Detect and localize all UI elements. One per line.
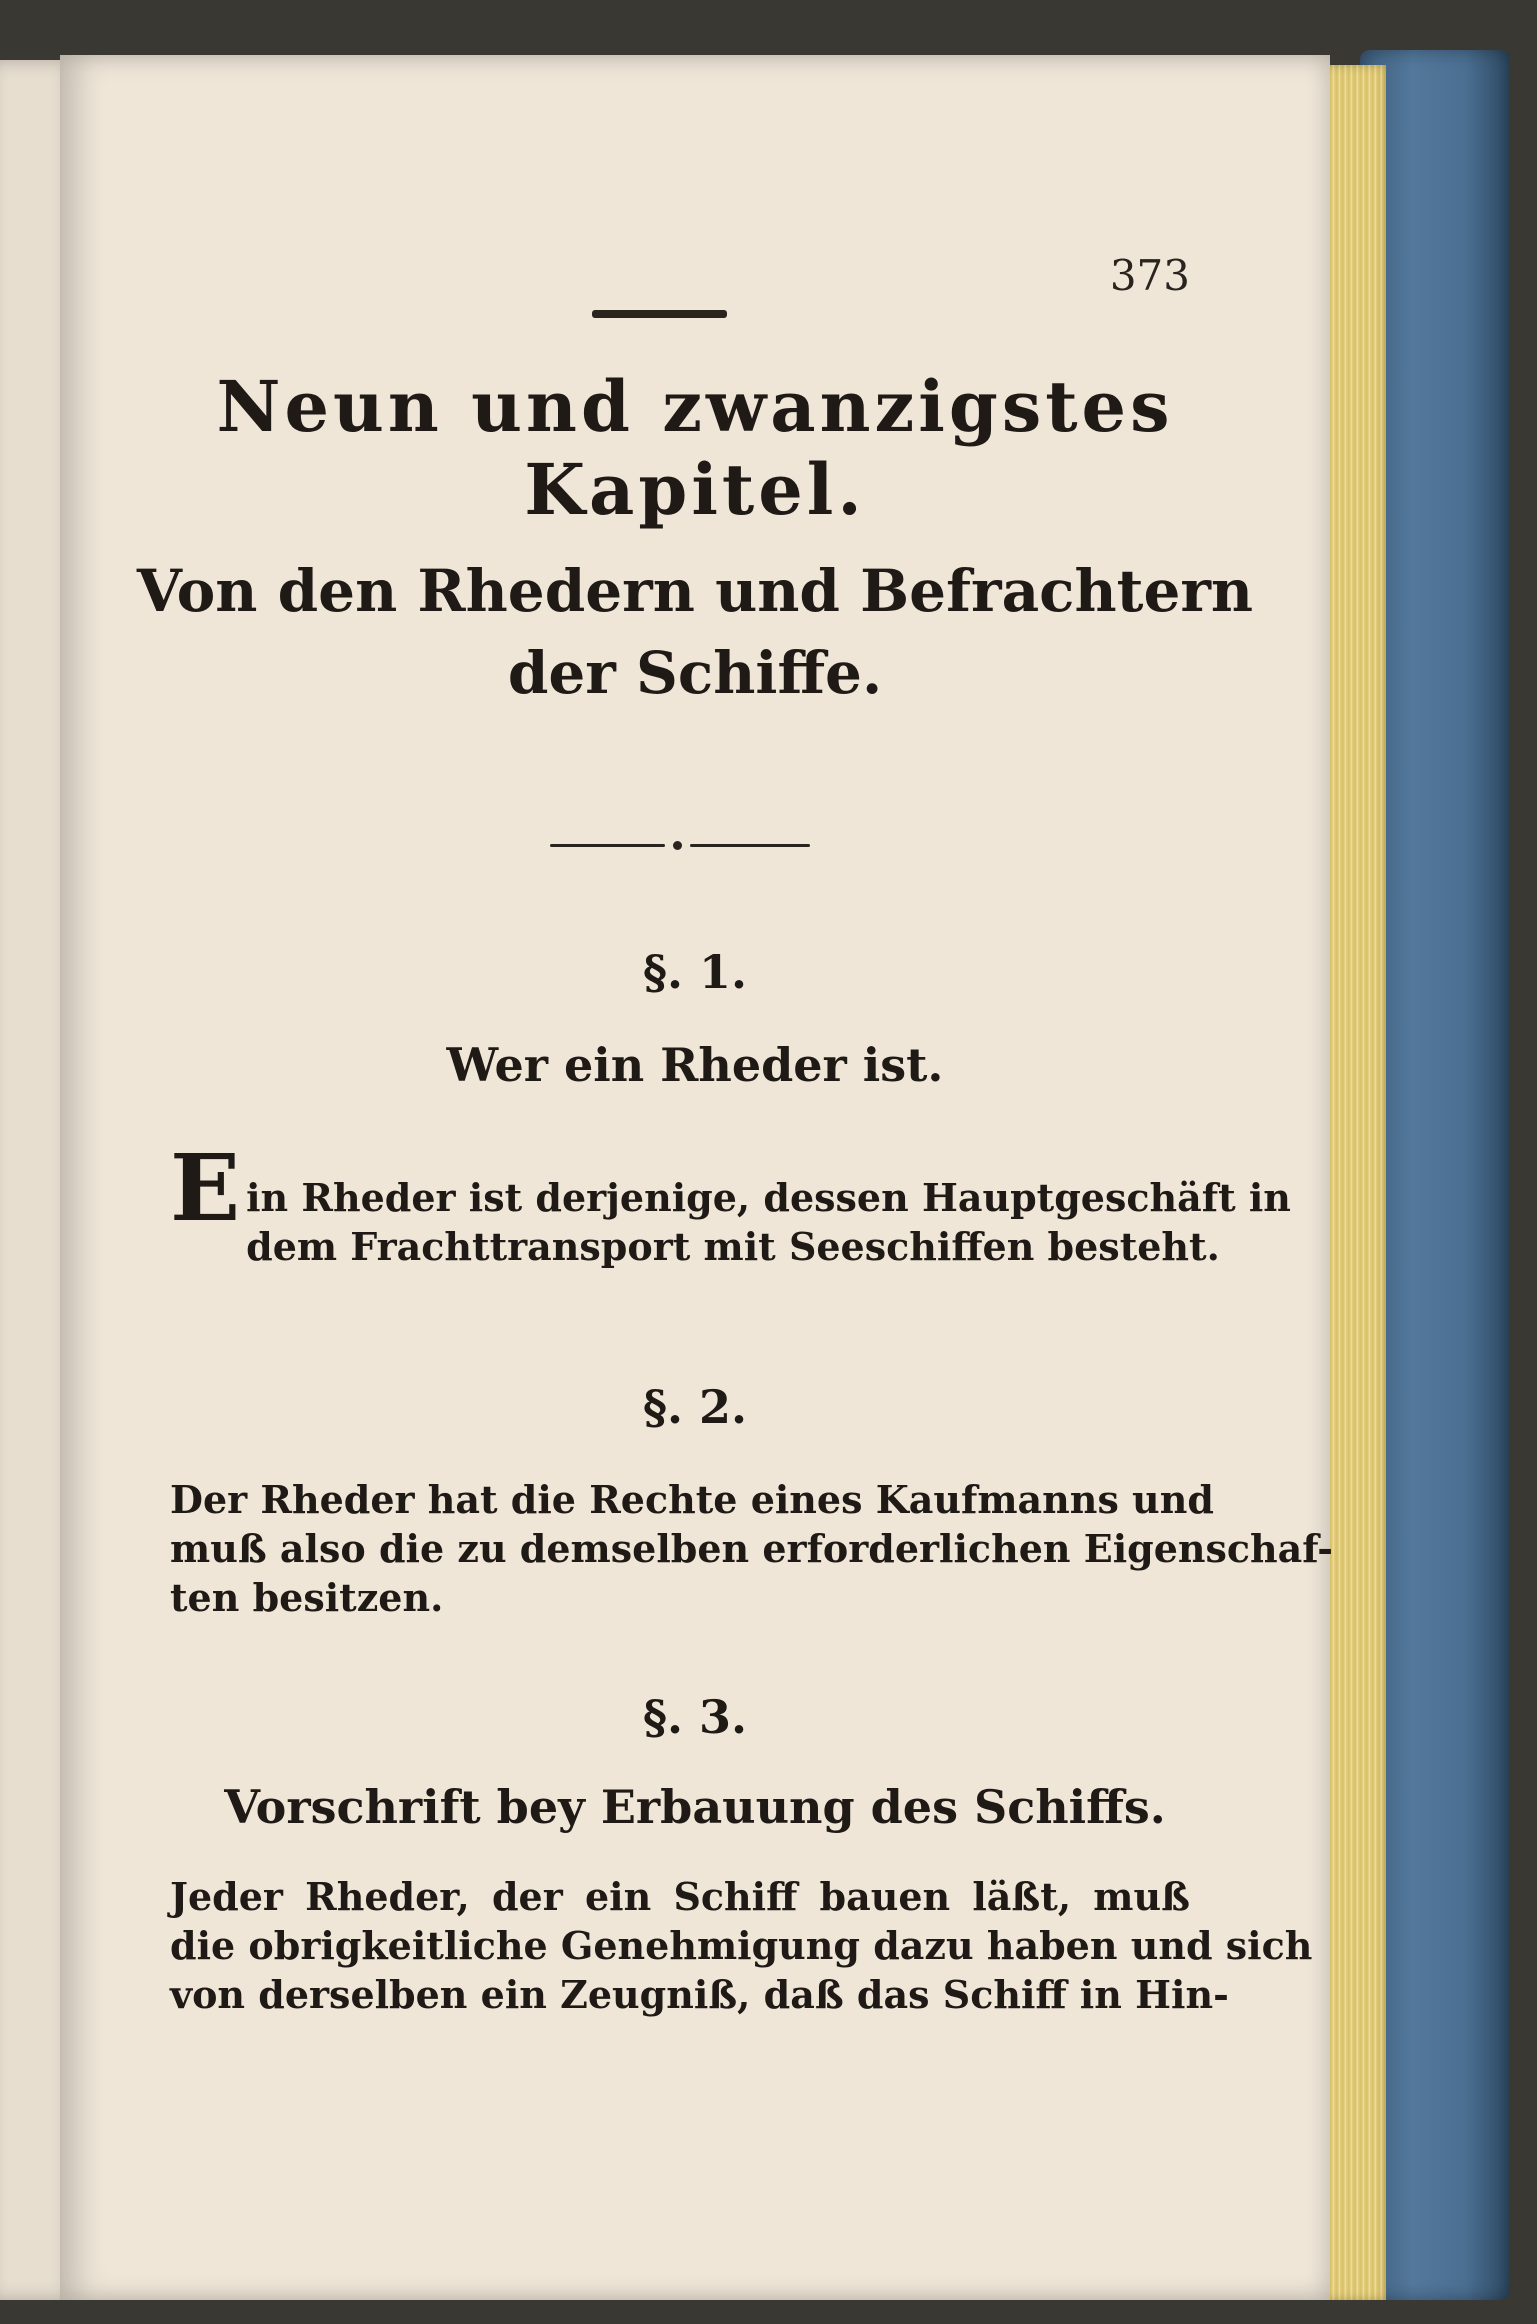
text-line: Der Rheder hat die Rechte eines Kaufmanns und [170, 1477, 1214, 1522]
section-mark-3: §. 3. [642, 1690, 748, 1744]
text-line: die obrigkeitliche Genehmigung dazu haben und sich [170, 1923, 1313, 1968]
chapter-subtitle [60, 550, 1330, 714]
text-line: dem Frachttransport mit Seeschiffen besteht. [246, 1224, 1220, 1269]
text-line: in Rheder ist derjenige, dessen Hauptgeschäft in [246, 1175, 1291, 1220]
ornamental-divider [550, 840, 810, 850]
page-number: 373 [1109, 251, 1190, 300]
chapter-title: Neun und zwanzigstes Kapitel. [216, 365, 1174, 531]
divider-dot [673, 841, 682, 850]
section-2-paragraph [170, 1475, 1334, 1622]
section-mark-1: §. 1. [642, 945, 748, 999]
header-rule [592, 310, 727, 318]
divider-bar-right [690, 844, 810, 847]
text-line: ten besitzen. [170, 1575, 444, 1620]
text-line: muß also die zu demselben erforderlichen Eigenschaf- [170, 1526, 1334, 1571]
section-heading-1: Wer ein Rheder ist. [446, 1038, 944, 1092]
book-page [60, 55, 1334, 2300]
subtitle-line: Von den Rhedern und Befrachtern [136, 557, 1254, 625]
text-line: von derselben ein Zeugniß, daß das Schiff in Hin- [170, 1972, 1229, 2017]
divider-bar-left [550, 844, 665, 847]
section-3-paragraph [170, 1872, 1313, 2019]
section-mark-2: §. 2. [642, 1380, 748, 1434]
section-heading-3: Vorschrift bey Erbauung des Schiffs. [224, 1780, 1166, 1834]
section-1-paragraph [170, 1134, 1291, 1271]
drop-cap: E [170, 1134, 241, 1242]
subtitle-line: der Schiffe. [507, 639, 883, 707]
text-line: Jeder Rheder, der ein Schiff bauen läßt, muß [170, 1874, 1190, 1919]
